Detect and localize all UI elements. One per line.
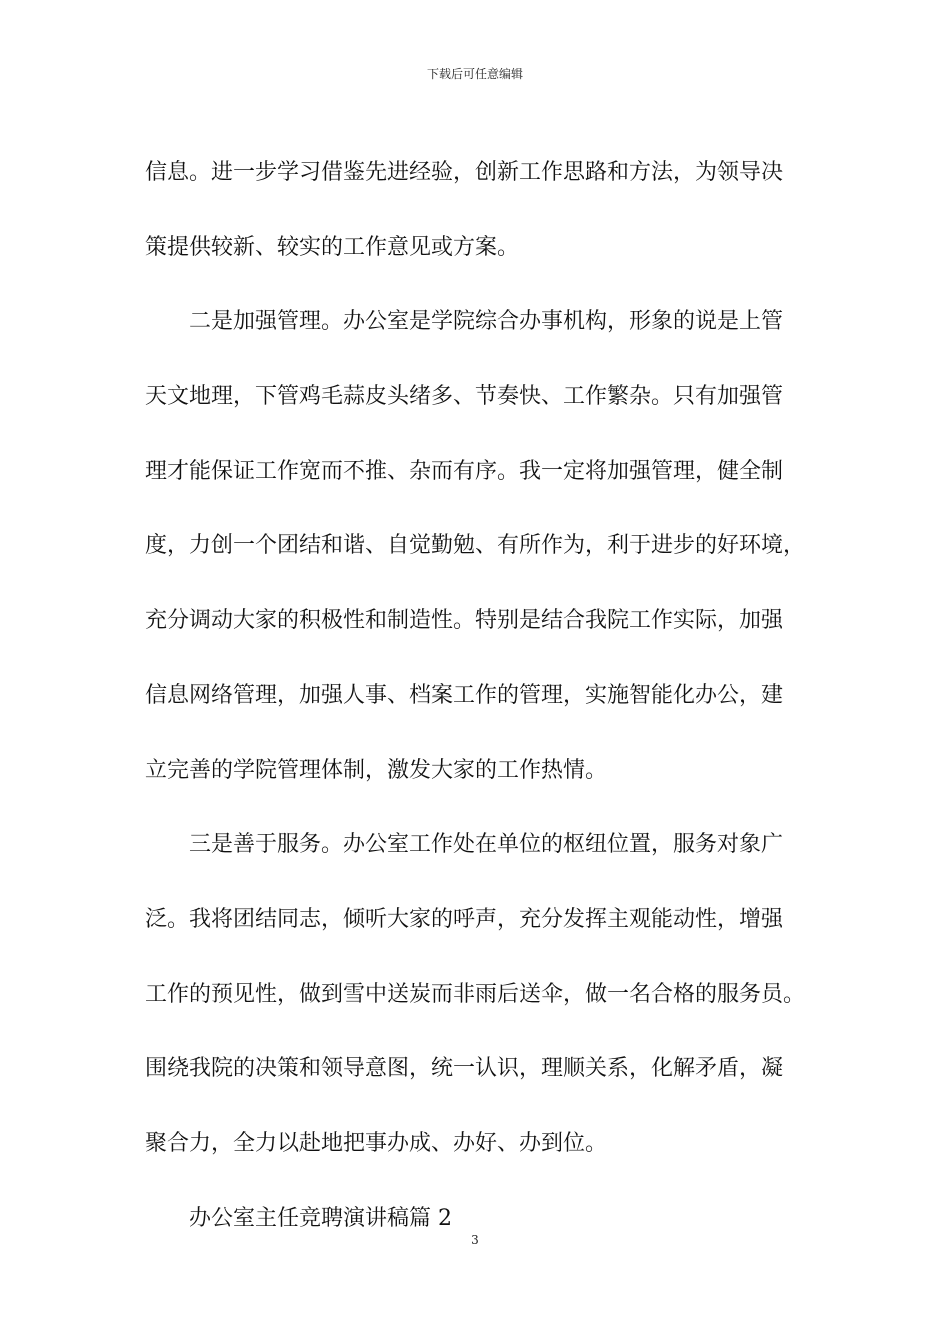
text-line: 充分调动大家的积极性和制造性。特别是结合我院工作实际，加强 (145, 608, 784, 634)
document-body (145, 136, 815, 1256)
text-line: 天文地理，下管鸡毛蒜皮头绪多、节奏快、工作繁杂。只有加强管 (145, 384, 784, 410)
text-line: 信息网络管理，加强人事、档案工作的管理，实施智能化办公，建 (145, 682, 784, 708)
text-line: 度，力创一个团结和谐、自觉勤勉、有所作为，利于进步的好环境， (145, 533, 806, 559)
page-number: 3 (471, 1233, 479, 1247)
text-line: 理才能保证工作宽而不推、杂而有序。我一定将加强管理，健全制 (145, 458, 784, 484)
text-line: 围绕我院的决策和领导意图，统一认识，理顺关系，化解矛盾，凝 (145, 1056, 784, 1082)
text-line: 聚合力，全力以赴地把事办成、办好、办到位。 (145, 1130, 608, 1156)
text-line: 泛。我将团结同志，倾听大家的呼声，充分发挥主观能动性，增强 (145, 906, 784, 932)
page-header: 下载后可任意编辑 (426, 67, 523, 81)
text-line: 立完善的学院管理体制，激发大家的工作热情。 (145, 757, 608, 783)
text-line: 三是善于服务。办公室工作处在单位的枢纽位置，服务对象广 (189, 832, 784, 858)
text-line: 工作的预见性，做到雪中送炭而非雨后送伞，做一名合格的服务员。 (145, 981, 806, 1007)
text-line: 信息。进一步学习借鉴先进经验，创新工作思路和方法，为领导决 (145, 160, 784, 185)
text-line: 策提供较新、较实的工作意见或方案。 (145, 234, 520, 260)
text-line: 二是加强管理。办公室是学院综合办事机构，形象的说是上管 (189, 309, 784, 335)
section-heading: 办公室主任竞聘演讲稿篇 2 (189, 1205, 452, 1231)
